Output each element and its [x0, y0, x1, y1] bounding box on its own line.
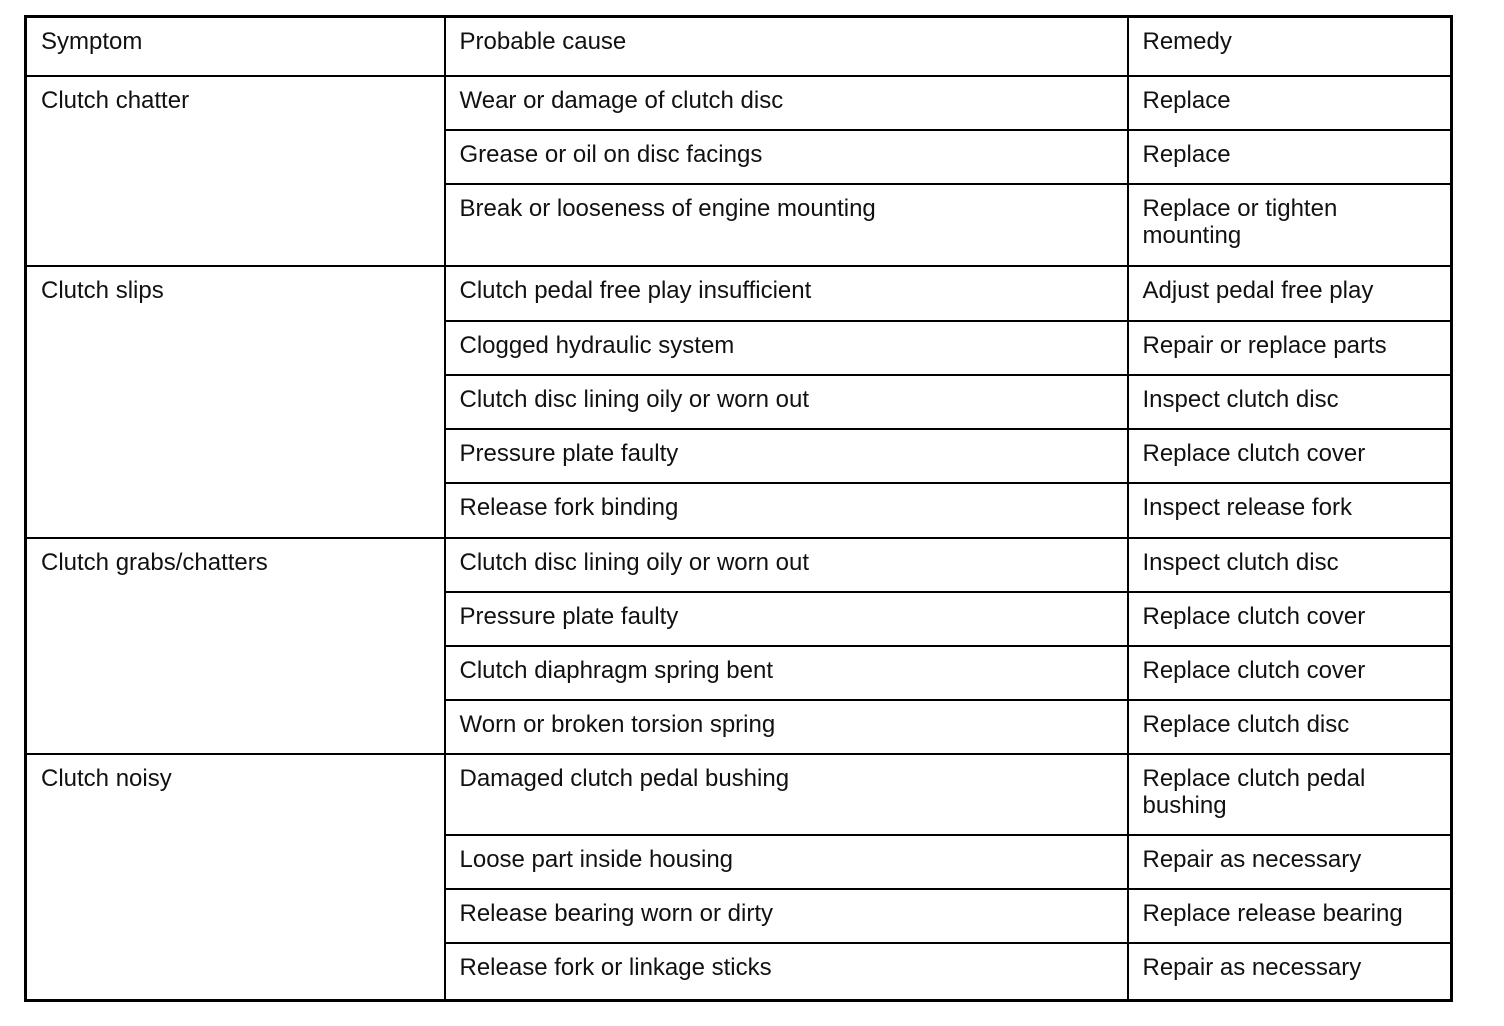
cause-cell: Break or looseness of engine mounting — [445, 184, 1128, 266]
cause-cell: Clutch diaphragm spring bent — [445, 646, 1128, 700]
header-cause: Probable cause — [445, 17, 1128, 76]
remedy-cell: Inspect clutch disc — [1128, 538, 1452, 592]
cause-cell: Clutch disc lining oily or worn out — [445, 375, 1128, 429]
cause-cell: Release fork or linkage sticks — [445, 943, 1128, 1001]
remedy-cell: Replace — [1128, 130, 1452, 184]
remedy-cell: Inspect release fork — [1128, 483, 1452, 538]
remedy-cell: Replace or tighten mounting — [1128, 184, 1452, 266]
table-row — [26, 266, 1452, 321]
cause-cell: Grease or oil on disc facings — [445, 130, 1128, 184]
symptom-cell: Clutch noisy — [26, 754, 445, 1001]
remedy-cell: Replace — [1128, 76, 1452, 130]
table-row — [26, 76, 1452, 130]
remedy-cell: Replace clutch cover — [1128, 646, 1452, 700]
cause-cell: Clutch disc lining oily or worn out — [445, 538, 1128, 592]
table-row — [26, 754, 1452, 835]
header-row — [26, 17, 1452, 76]
troubleshooting-table — [24, 15, 1453, 1002]
remedy-cell: Adjust pedal free play — [1128, 266, 1452, 321]
cause-cell: Damaged clutch pedal bushing — [445, 754, 1128, 835]
remedy-cell: Replace clutch disc — [1128, 700, 1452, 754]
remedy-cell: Replace release bearing — [1128, 889, 1452, 943]
remedy-cell: Repair or replace parts — [1128, 321, 1452, 375]
remedy-cell: Replace clutch pedal bushing — [1128, 754, 1452, 835]
remedy-cell: Inspect clutch disc — [1128, 375, 1452, 429]
symptom-cell: Clutch chatter — [26, 76, 445, 266]
symptom-cell: Clutch grabs/chatters — [26, 538, 445, 754]
header-symptom: Symptom — [26, 17, 445, 76]
remedy-cell: Replace clutch cover — [1128, 429, 1452, 483]
remedy-cell: Repair as necessary — [1128, 835, 1452, 889]
remedy-cell: Replace clutch cover — [1128, 592, 1452, 646]
symptom-cell: Clutch slips — [26, 266, 445, 538]
cause-cell: Pressure plate faulty — [445, 429, 1128, 483]
cause-cell: Clogged hydraulic system — [445, 321, 1128, 375]
cause-cell: Release bearing worn or dirty — [445, 889, 1128, 943]
header-remedy: Remedy — [1128, 17, 1452, 76]
cause-cell: Pressure plate faulty — [445, 592, 1128, 646]
cause-cell: Wear or damage of clutch disc — [445, 76, 1128, 130]
cause-cell: Loose part inside housing — [445, 835, 1128, 889]
table-row — [26, 538, 1452, 592]
cause-cell: Release fork binding — [445, 483, 1128, 538]
cause-cell: Clutch pedal free play insufficient — [445, 266, 1128, 321]
remedy-cell: Repair as necessary — [1128, 943, 1452, 1001]
cause-cell: Worn or broken torsion spring — [445, 700, 1128, 754]
